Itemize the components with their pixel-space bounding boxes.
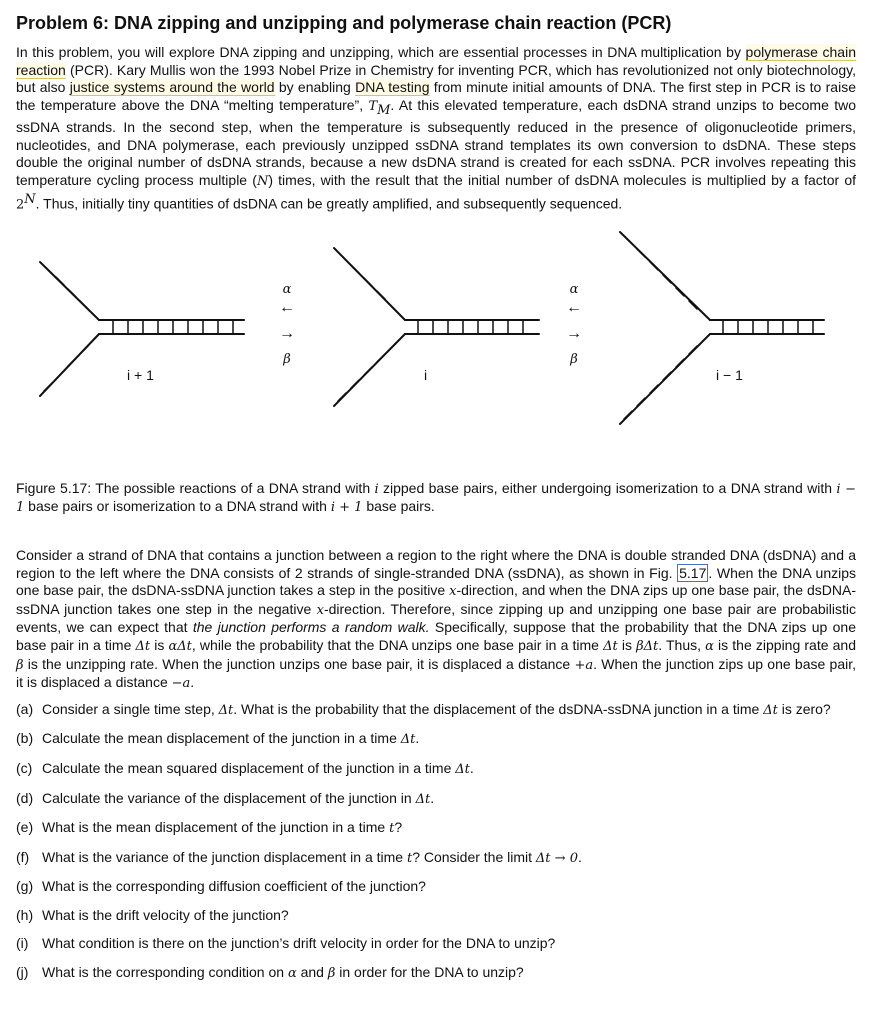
question-text: What is the corresponding diffusion coefficient of the junction? xyxy=(42,878,426,895)
question-label: (g) xyxy=(16,878,34,895)
body-text: is xyxy=(150,636,169,653)
intro-text: ) times, with the result that the initial number of dsDNA molecules is multiplied by a factor of xyxy=(268,171,856,188)
body-math: β xyxy=(16,657,24,673)
body-math: x xyxy=(449,584,457,600)
question-label: (c) xyxy=(16,759,33,776)
random-walk-emphasis: the junction performs a random walk. xyxy=(192,619,430,636)
question-text: What condition is there on the junction’s drift velocity in order for the DNA to unzip? xyxy=(42,935,556,952)
question-text: Calculate the mean displacement of the junction in a time Δt. xyxy=(42,730,420,748)
body-math: +a xyxy=(574,657,594,673)
question-item xyxy=(16,701,856,720)
body-text: . xyxy=(190,674,195,691)
arrow-right-2: → xyxy=(566,324,582,342)
label-i-plus-1: i + 1 xyxy=(127,366,154,383)
cycle-count-symbol: N xyxy=(256,173,269,189)
caption-math: i − 1 xyxy=(16,481,857,516)
label-i-minus-1: i − 1 xyxy=(716,366,743,383)
alpha-label-1: α xyxy=(282,281,292,297)
body-math: α xyxy=(705,638,714,654)
intro-text: In this problem, you will explore DNA zipping and unzipping, which are essential processes in DNA multiplication by xyxy=(16,44,746,60)
caption-text: Figure 5.17: The possible reactions of a DNA strand with xyxy=(16,479,375,496)
body-math: αΔt xyxy=(168,638,192,654)
body-paragraph xyxy=(16,547,856,693)
melting-temp-symbol: T xyxy=(368,98,378,114)
body-math: Δt xyxy=(603,638,618,654)
caption-math: i + 1 xyxy=(330,500,363,516)
beta-label-1: β xyxy=(283,351,291,367)
body-text: . When the junction zips up one base pair, it is displaced a distance xyxy=(16,655,856,691)
question-label: (b) xyxy=(16,730,34,747)
question-item xyxy=(16,760,856,779)
body-math: −a xyxy=(171,676,191,692)
question-text: What is the mean displacement of the junction in a time t? xyxy=(42,819,403,837)
factor-exponent: N xyxy=(24,191,36,207)
melting-temp-subscript: M xyxy=(377,102,391,118)
question-text: What is the variance of the junction displacement in a time t? Consider the limit Δt → 0. xyxy=(42,848,582,866)
highlight-dna-testing: DNA testing xyxy=(355,79,430,96)
question-label: (d) xyxy=(16,789,34,806)
arrow-right-1: → xyxy=(279,324,295,342)
body-text: is the zipping rate and xyxy=(713,636,856,653)
figure-caption xyxy=(16,480,856,517)
question-label: (a) xyxy=(16,700,34,717)
question-text: What is the drift velocity of the junction? xyxy=(42,906,289,923)
question-text: What is the corresponding condition on α and β in order for the DNA to unzip? xyxy=(42,964,524,982)
question-item xyxy=(16,964,856,983)
highlight-pcr: polymerase chain reaction xyxy=(16,44,856,78)
dna-strand-i xyxy=(334,248,539,406)
question-item xyxy=(16,790,856,809)
question-item xyxy=(16,878,856,896)
alpha-label-2: α xyxy=(569,281,579,297)
question-item xyxy=(16,730,856,749)
label-i: i xyxy=(424,366,428,383)
body-text: . Thus, xyxy=(658,636,706,653)
question-list xyxy=(16,701,856,983)
caption-math: i xyxy=(374,481,379,497)
body-text: , while the probability that the DNA unzips one base pair in a time xyxy=(191,636,604,653)
question-item xyxy=(16,935,856,953)
factor-base: 2 xyxy=(16,197,25,213)
highlight-justice: justice systems around the world xyxy=(69,79,275,96)
question-label: (e) xyxy=(16,819,34,836)
arrow-left-2: ← xyxy=(566,298,582,316)
caption-text: zipped base pairs, either undergoing isomerization to a DNA strand with xyxy=(378,479,837,496)
question-label: (i) xyxy=(16,935,29,952)
arrow-left-1: ← xyxy=(279,298,295,316)
question-text: Consider a single time step, Δt. What is the probability that the displacement of the dsDNA-ssDNA junction in a time Δt is zero? xyxy=(42,700,831,718)
body-math: βΔt xyxy=(636,638,659,654)
question-text: Calculate the mean squared displacement of the junction in a time Δt. xyxy=(42,759,474,777)
question-item xyxy=(16,819,856,838)
question-label: (f) xyxy=(16,848,30,865)
question-item xyxy=(16,849,856,868)
question-label: (h) xyxy=(16,906,34,923)
intro-text: . Thus, initially tiny quantities of dsDNA can be greatly amplified, and subsequently sequenced. xyxy=(35,195,623,212)
intro-text: (PCR). Kary Mullis won the 1993 Nobel Prize in Chemistry for inventing PCR, which has revolutionized not only biotechnology, but also xyxy=(16,61,856,96)
document-page xyxy=(16,12,856,994)
intro-text: . At this elevated temperature, each dsDNA strand unzips to become two ssDNA strands. In the second step, when the temperature is subsequently reduced in the presence of oligonucleotide primers, nucleotides, and DNA polymerase, each previously unzipped ssDNA strand templates its own conversion to dsDNA. These steps double the original number of dsDNA strands, because a new dsDNA strand is created for each ssDNA. PCR involves repeating this temperature cycling process multiple ( xyxy=(16,96,856,188)
figure-reference-link[interactable]: 5.17 xyxy=(679,564,707,581)
problem-title: Problem 6: DNA zipping and unzipping and polymerase chain reaction (PCR) xyxy=(16,13,672,33)
caption-text: base pairs or isomerization to a DNA strand with xyxy=(24,498,331,515)
dna-junction-diagram xyxy=(12,228,862,468)
body-math: Δt xyxy=(135,638,151,654)
body-text: Consider a strand of DNA that contains a junction between a region to the right where the DNA is double stranded DNA (dsDNA) and a region to the left where the DNA consists of 2 strands of single-stranded DNA (ssDNA), as shown in Fig. xyxy=(16,546,856,581)
intro-text: from minute initial amounts of DNA. The first step in PCR is to raise the temperature above the DNA “melting temperature”, xyxy=(16,79,856,113)
question-text: Calculate the variance of the displacement of the junction in Δt. xyxy=(42,789,435,807)
question-label: (j) xyxy=(16,964,29,981)
body-text: Specifically, suppose that the probability that the DNA zips up one base pair in a time xyxy=(16,619,856,653)
body-math: x xyxy=(316,602,324,618)
intro-text: by enabling xyxy=(274,79,356,96)
figure-5-17 xyxy=(12,228,862,468)
body-text: -direction, and when the DNA zips up one base pair, the dsDNA-ssDNA junction takes one step in the negative xyxy=(16,582,856,617)
body-text: . When the DNA unzips one base pair, the dsDNA-ssDNA junction takes a step in the positive xyxy=(16,564,856,599)
beta-label-2: β xyxy=(570,351,578,367)
body-text: -direction. Therefore, since zipping up and unzipping one base pair are probabilistic events, we can expect that xyxy=(16,600,856,636)
question-item xyxy=(16,907,856,925)
body-text: is the unzipping rate. When the junction unzips one base pair, it is displaced a distance xyxy=(23,655,575,672)
intro-paragraph xyxy=(16,44,856,214)
caption-text: base pairs. xyxy=(362,498,435,515)
dna-strand-i-minus-1 xyxy=(620,232,824,424)
body-text: is xyxy=(617,636,637,653)
